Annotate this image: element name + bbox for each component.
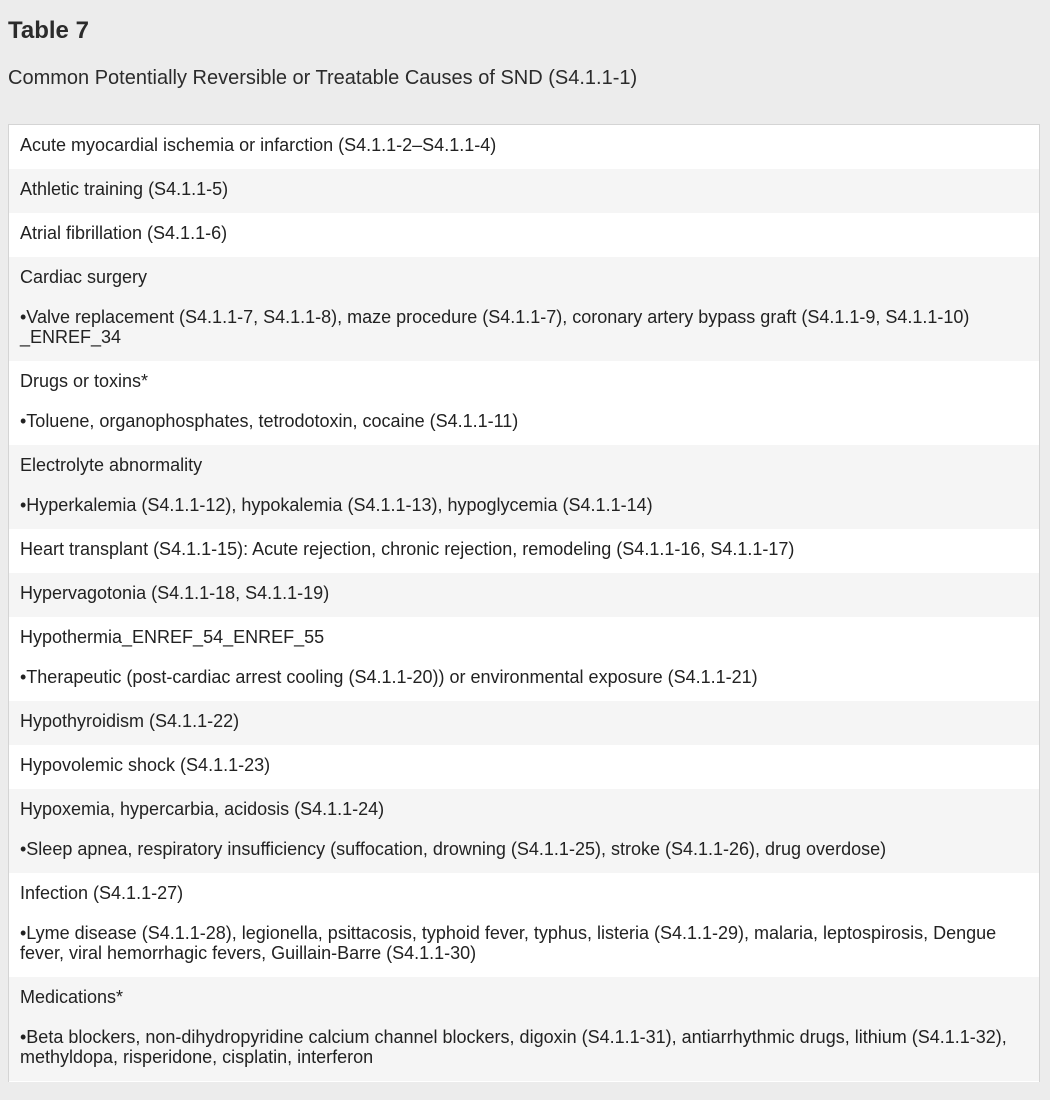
- table-row: [9, 977, 1039, 1081]
- row-title: Athletic training (S4.1.1-5): [20, 179, 229, 199]
- row-detail: •Beta blockers, non-dihydropyridine calcium channel blockers, digoxin (S4.1.1-31), antiarrhythmic drugs, lithium (S4.1.1-32), methyldopa, risperidone, cisplatin, interferon: [20, 1027, 1007, 1067]
- table-caption: Common Potentially Reversible or Treatable Causes of SND (S4.1.1-1): [8, 67, 638, 89]
- row-title: Hypothyroidism (S4.1.1-22): [20, 711, 240, 731]
- table-row: [9, 445, 1039, 529]
- row-title: Hypothermia_ENREF_54_ENREF_55: [20, 627, 325, 647]
- row-detail: •Toluene, organophosphates, tetrodotoxin, cocaine (S4.1.1-11): [20, 411, 519, 431]
- table-row: [9, 361, 1039, 445]
- row-detail: •Sleep apnea, respiratory insufficiency (suffocation, drowning (S4.1.1-25), stroke (S4.1.1-26), drug overdose): [20, 839, 887, 859]
- row-detail: •Hyperkalemia (S4.1.1-12), hypokalemia (S4.1.1-13), hypoglycemia (S4.1.1-14): [20, 495, 653, 515]
- table-row: [9, 573, 1039, 617]
- table-row: [9, 213, 1039, 257]
- row-title: Electrolyte abnormality: [20, 455, 203, 475]
- row-title: Cardiac surgery: [20, 267, 148, 287]
- table-row: [9, 125, 1039, 169]
- row-detail: •Lyme disease (S4.1.1-28), legionella, psittacosis, typhoid fever, typhus, listeria (S4.1.1-29), malaria, leptospirosis, Dengue fever, viral hemorrhagic fevers, Guillain-Barre (S4.1.1-30): [20, 923, 997, 963]
- row-title: Medications*: [20, 987, 124, 1007]
- row-title: Infection (S4.1.1-27): [20, 883, 184, 903]
- row-title: Hypoxemia, hypercarbia, acidosis (S4.1.1-24): [20, 799, 385, 819]
- table-label: Table 7: [8, 17, 89, 44]
- row-title: Acute myocardial ischemia or infarction (S4.1.1-2–S4.1.1-4): [20, 135, 497, 155]
- causes-table: [8, 124, 1040, 1082]
- row-title: Drugs or toxins*: [20, 371, 149, 391]
- row-title: Heart transplant (S4.1.1-15): Acute rejection, chronic rejection, remodeling (S4.1.1-16, S4.1.1-17): [20, 539, 795, 559]
- row-detail: •Valve replacement (S4.1.1-7, S4.1.1-8), maze procedure (S4.1.1-7), coronary artery bypass graft (S4.1.1-9, S4.1.1-10) _ENREF_34: [20, 307, 970, 347]
- table-row: [9, 169, 1039, 213]
- row-title: Atrial fibrillation (S4.1.1-6): [20, 223, 228, 243]
- table-row: [9, 257, 1039, 361]
- table-row: [9, 873, 1039, 977]
- table-row: [9, 745, 1039, 789]
- table-row: [9, 617, 1039, 701]
- row-title: Hypervagotonia (S4.1.1-18, S4.1.1-19): [20, 583, 330, 603]
- table-row: [9, 529, 1039, 573]
- row-title: Hypovolemic shock (S4.1.1-23): [20, 755, 271, 775]
- row-detail: •Therapeutic (post-cardiac arrest cooling (S4.1.1-20)) or environmental exposure (S4.1.1-21): [20, 667, 758, 687]
- table-row: [9, 789, 1039, 873]
- table-row: [9, 701, 1039, 745]
